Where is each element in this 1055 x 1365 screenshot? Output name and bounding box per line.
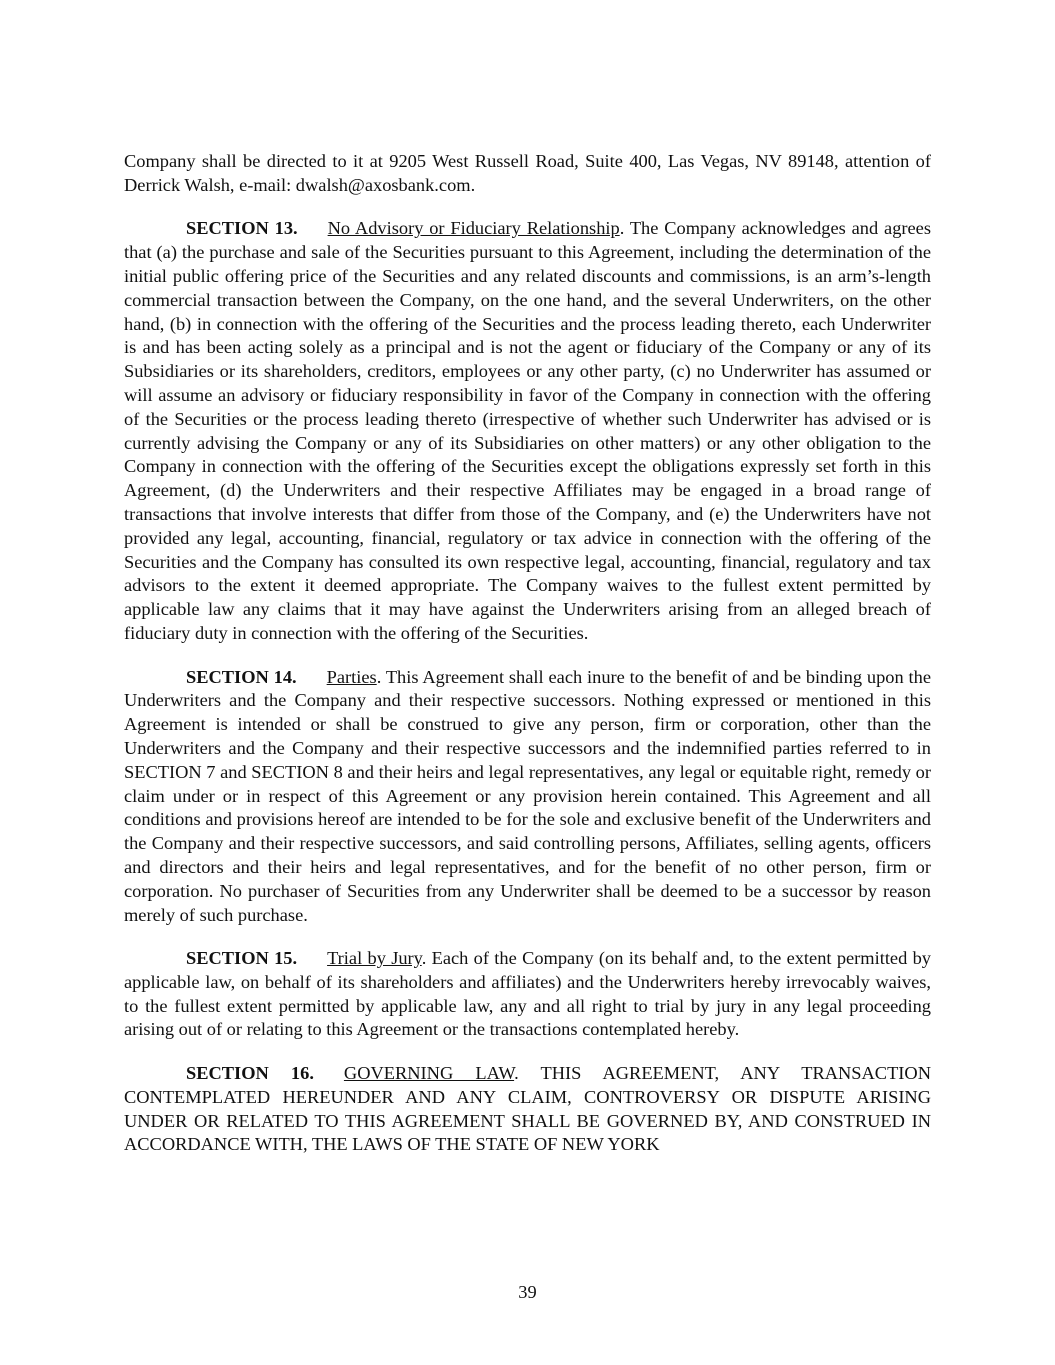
section-14-body: . This Agreement shall each inure to the benefit of and be binding upon the Underwriters and the Company and their respective successors. Nothing expressed or mentioned in this Agreement is intended or shall be construed to give any person, firm or corporation, other than the Underwriters and the Company and their respective successors and the indemnified parties referred to in SECTION 7 and SECTION 8 and their heirs and legal representatives, any legal or equitable right, remedy or claim under or in respect of this Agreement or any provision herein contained. This Agreement and all conditions and provisions hereof are intended to be for the sole and exclusive benefit of the Underwriters and the Company and their respective successors, and said controlling persons, Affiliates, selling agents, officers and directors and their heirs and legal representatives, and for the benefit of no other person, firm or corporation. No purchaser of Securities from any Underwriter shall be deemed to be a successor by reason merely of such purchase. [124,666,931,925]
section-15-title: Trial by Jury [327,948,422,969]
section-15-number: SECTION 15. [186,948,298,969]
page-number: 39 [518,1282,537,1302]
section-15-body: . Each of the Company (on its behalf and, to the extent permitted by applicable law, on behalf of its shareholders and affiliates) and the Underwriters hereby irrevocably waives, to the fullest extent permitted by applicable law, any and all right to trial by jury in any legal proceeding arising out of or relating to this Agreement or the transactions contemplated hereby. [124,948,931,1040]
section-15 [124,947,931,1042]
section-14-number: SECTION 14. [186,666,297,687]
section-14-title: Parties [326,666,377,687]
section-16-title: GOVERNING LAW [343,1063,515,1084]
section-16-body: . THIS AGREEMENT, ANY TRANSACTION CONTEMPLATED HEREUNDER AND ANY CLAIM, CONTROVERSY OR DISPUTE ARISING UNDER OR RELATED TO THIS AGREEMENT SHALL BE GOVERNED BY, AND CONSTRUED IN ACCORDANCE WITH, THE LAWS OF THE STATE OF NEW YORK [124,1063,931,1155]
section-16-number: SECTION 16. [186,1063,314,1084]
section-13 [124,217,931,645]
section-13-title: No Advisory or Fiduciary Relationship [327,218,620,239]
section-13-body: . The Company acknowledges and agrees that (a) the purchase and sale of the Securities pursuant to this Agreement, including the determination of the initial public offering price of the Securities and any related discounts and commissions, is an arm’s-length commercial transaction between the Company, on the one hand, and the several Underwriters, on the other hand, (b) in connection with the offering of the Securities and the process leading thereto, each Underwriter is and has been acting solely as a principal and is not the agent or fiduciary of the Company or any of its Subsidiaries or its shareholders, creditors, employees or any other party, (c) no Underwriter has assumed or will assume an advisory or fiduciary responsibility in favor of the Company in connection with the offering of the Securities or the process leading thereto (irrespective of whether such Underwriter has advised or is currently advising the Company or any of its Subsidiaries on other matters) or any other obligation to the Company in connection with the offering of the Securities except the obligations expressly set forth in this Agreement, (d) the Underwriters and their respective Affiliates may be engaged in a broad range of transactions that involve interests that differ from those of the Company, and (e) the Underwriters have not provided any legal, accounting, financial, regulatory or tax advice in connection with the offering of the Securities and the Company has consulted its own respective legal, accounting, financial, regulatory and tax advisors to the extent it deemed appropriate. The Company waives to the fullest extent permitted by applicable law any claims that it may have against the Underwriters arising from an alleged breach of fiduciary duty in connection with the offering of the Securities. [124,218,931,643]
section-13-number: SECTION 13. [186,218,298,239]
continuation-paragraph: Company shall be directed to it at 9205 West Russell Road, Suite 400, Las Vegas, NV 89148, attention of Derrick Walsh, e-mail: dwalsh@axosbank.com. [124,151,931,195]
document-page [124,150,931,1177]
section-16 [124,1062,931,1157]
section-14 [124,666,931,928]
